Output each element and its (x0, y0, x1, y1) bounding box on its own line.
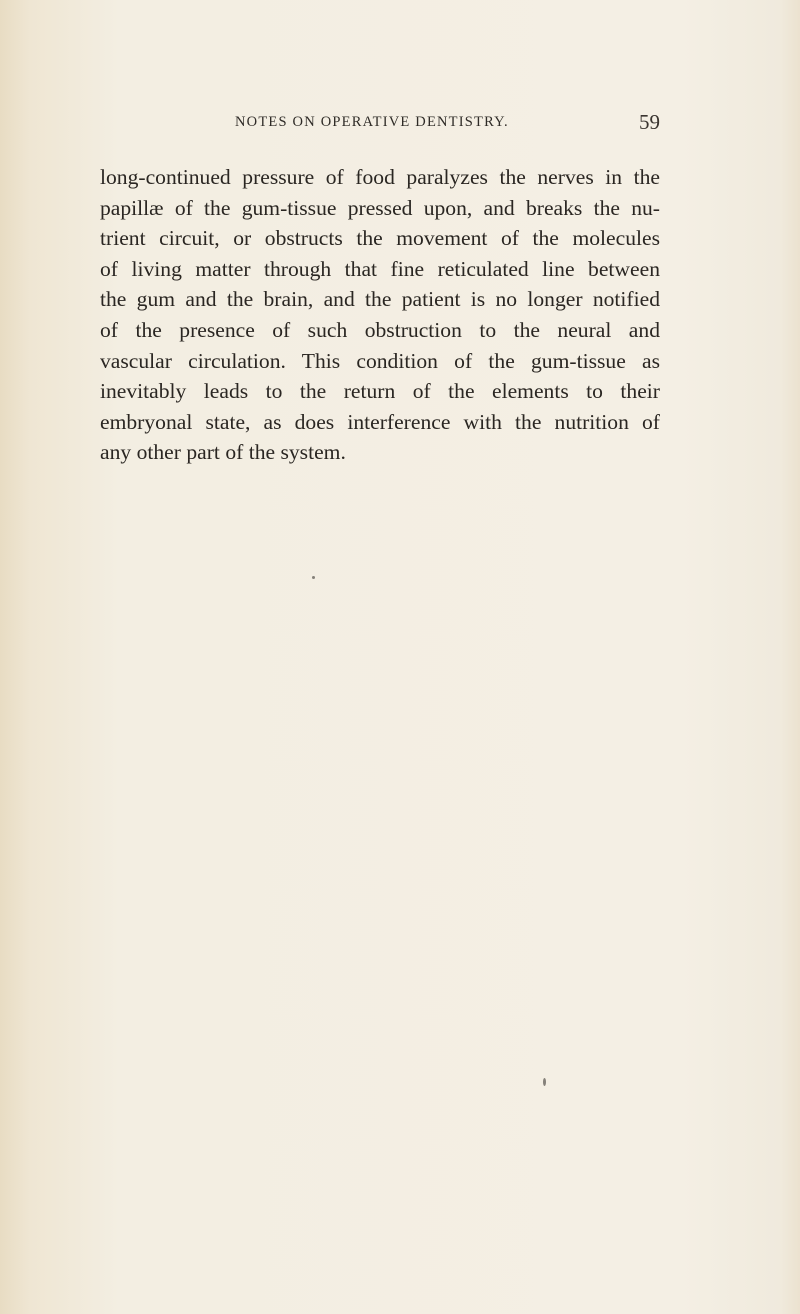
paper-speck (312, 576, 315, 579)
paper-speck (543, 1078, 546, 1086)
running-title: NOTES ON OPERATIVE DENTISTRY. (235, 114, 509, 130)
body-paragraph (100, 162, 660, 468)
text-line: any other part of the system. (100, 440, 346, 465)
text-line: of the presence of such obstruction to the neural and (100, 317, 660, 342)
text-line: the gum and the brain, and the patient is no longer notified (100, 287, 660, 312)
text-line: vascular circulation. This condition of the gum-tissue as (100, 348, 660, 373)
running-head (100, 110, 660, 138)
text-line: of living matter through that fine reticulated line between (100, 256, 660, 281)
text-line: trient circuit, or obstructs the movement of the molecules (100, 226, 660, 251)
text-line: inevitably leads to the return of the elements to their (100, 379, 660, 404)
text-line: papillæ of the gum-tissue pressed upon, and breaks the nu- (100, 195, 660, 220)
text-line: long-continued pressure of food paralyzes the nerves in the (100, 165, 660, 189)
page-number: 59 (639, 110, 660, 134)
text-line: embryonal state, as does interference with the nutrition of (100, 409, 660, 434)
